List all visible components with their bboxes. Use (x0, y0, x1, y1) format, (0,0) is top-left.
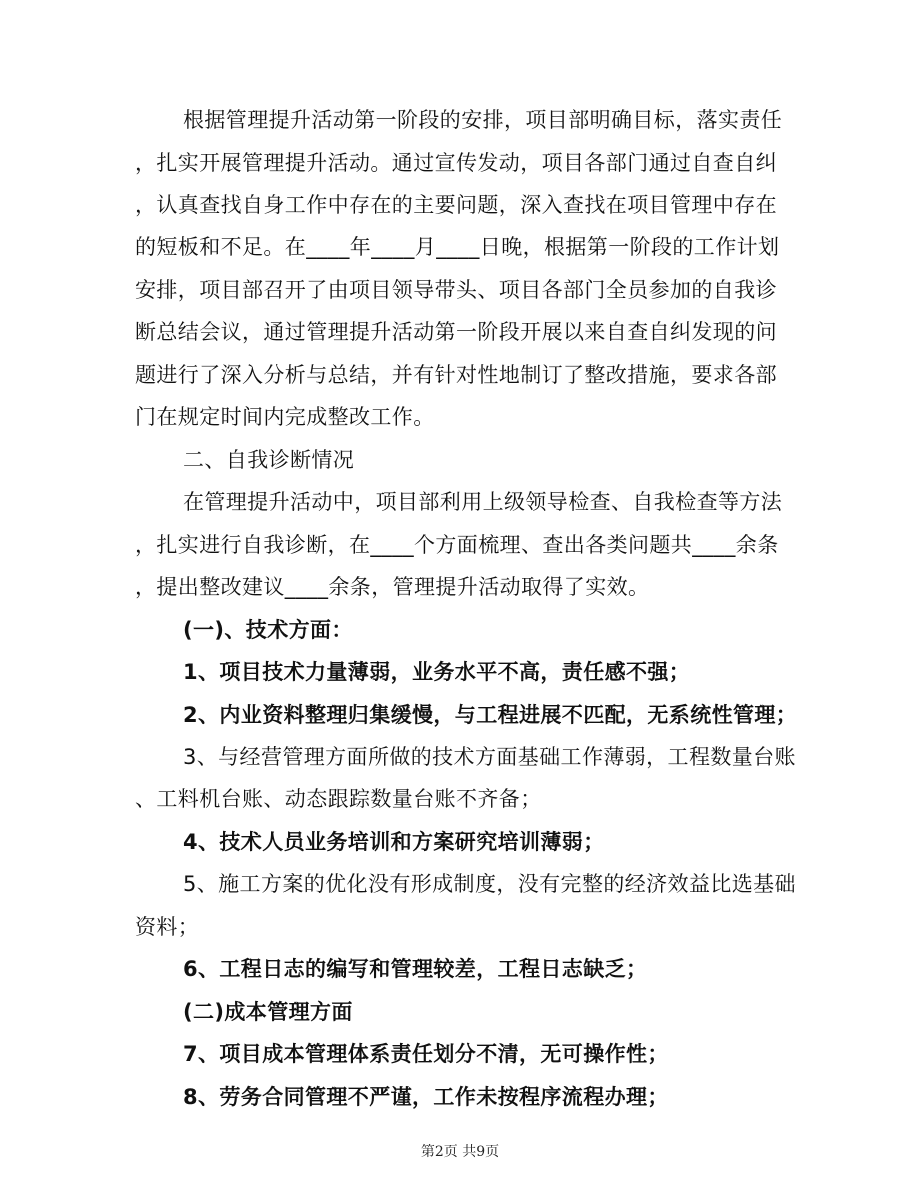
paragraph-1-line-8: 门在规定时间内完成整改工作。 (135, 405, 435, 429)
issue-item-4: 4、技术人员业务培训和方案研究培训薄弱； (183, 830, 605, 854)
issue-item-7: 7、项目成本管理体系责任划分不清，无可操作性； (183, 1042, 669, 1066)
section-heading-self-diagnosis: 二、自我诊断情况 (183, 448, 355, 472)
issue-item-5-line-2: 资料； (135, 915, 200, 939)
page-number: 第2页 共9页 (420, 1144, 500, 1160)
paragraph-1-line-3: ，认真查找自身工作中存在的主要问题，深入查找在项目管理中存在 (135, 193, 777, 217)
paragraph-1-line-4: 的短板和不足。在____年____月____日晚，根据第一阶段的工作计划 (135, 235, 780, 259)
paragraph-1-line-7: 题进行了深入分析与总结，并有针对性地制订了整改措施，要求各部 (135, 363, 777, 387)
issue-item-6: 6、工程日志的编写和管理较差，工程日志缺乏； (183, 957, 648, 981)
issue-item-1: 1、项目技术力量薄弱，业务水平不高，责任感不强； (183, 660, 691, 684)
paragraph-2-line-3: ，提出整改建议____余条，管理提升活动取得了实效。 (135, 575, 650, 599)
subheading-cost-management: (二)成本管理方面 (183, 1000, 353, 1024)
issue-item-5-line-1: 5、施工方案的优化没有形成制度，没有完整的经济效益比选基础 (183, 872, 796, 896)
subheading-technical: (一)、技术方面： (183, 618, 353, 642)
paragraph-2-line-1: 在管理提升活动中，项目部利用上级领导检查、自我检查等方法 (183, 490, 783, 514)
paragraph-1-line-6: 断总结会议，通过管理提升活动第一阶段开展以来自查自纠发现的问 (135, 320, 777, 344)
issue-item-3-line-1: 3、与经营管理方面所做的技术方面基础工作薄弱，工程数量台账 (183, 745, 796, 769)
paragraph-1-line-5: 安排，项目部召开了由项目领导带头、项目各部门全员参加的自我诊 (135, 278, 777, 302)
paragraph-1-line-2: ，扎实开展管理提升活动。通过宣传发动，项目各部门通过自查自纠 (135, 151, 777, 175)
paragraph-2-line-2: ，扎实进行自我诊断，在____个方面梳理、查出各类问题共____余条 (135, 533, 779, 557)
issue-item-8: 8、劳务合同管理不严谨，工作未按程序流程办理； (183, 1085, 669, 1109)
paragraph-1-line-1: 根据管理提升活动第一阶段的安排，项目部明确目标，落实责任 (183, 108, 783, 132)
issue-item-3-line-2: 、工料机台账、动态跟踪数量台账不齐备； (135, 787, 542, 811)
issue-item-2: 2、内业资料整理归集缓慢，与工程进展不匹配，无系统性管理； (183, 703, 798, 727)
